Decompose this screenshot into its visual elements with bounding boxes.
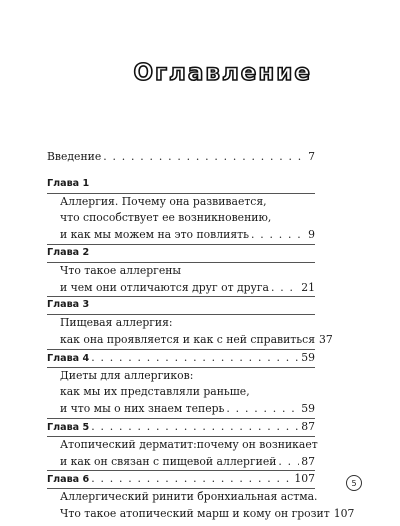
toc-entry-label: и как он связан с пищевой аллергией xyxy=(60,454,277,468)
chapter-label: Глава 6 xyxy=(47,474,90,486)
toc-entry-page: 37 xyxy=(319,332,333,346)
toc-entry-page: 107 xyxy=(333,506,355,520)
page-number-badge: 5 xyxy=(346,475,362,491)
toc-entry-chapter-4[interactable] xyxy=(47,401,315,418)
leader-dots xyxy=(91,350,299,367)
toc-entry-label: Введение xyxy=(47,150,102,163)
toc-entry-page: 7 xyxy=(308,150,315,163)
toc-entry-chapter-6[interactable] xyxy=(47,506,355,523)
leader-dots xyxy=(226,401,299,418)
leader-dots xyxy=(103,149,306,166)
spacer xyxy=(47,166,315,176)
chapter-heading-5[interactable] xyxy=(47,419,315,436)
chapter-heading-3[interactable]: Глава 3 xyxy=(47,299,90,311)
toc-text-line: Что такое аллергены xyxy=(60,263,182,277)
toc-text-line: Атопический дерматит:почему он возникает xyxy=(60,437,318,451)
toc-entry-chapter-1[interactable] xyxy=(47,227,315,244)
table-of-contents xyxy=(47,149,355,523)
leader-dots xyxy=(91,419,299,436)
toc-entry-page: 59 xyxy=(301,350,315,364)
chapter-label: Глава 5 xyxy=(47,421,90,433)
toc-entry-page: 87 xyxy=(301,419,315,433)
toc-entry-label: и как мы можем на это повлиять xyxy=(60,228,249,242)
toc-entry-page: 9 xyxy=(308,228,315,242)
toc-entry-page: 21 xyxy=(301,280,315,294)
toc-entry-chapter-3[interactable] xyxy=(47,332,333,349)
toc-text-line: что способствует ее возникновению, xyxy=(60,211,272,225)
toc-entry-label: и что мы о них знаем теперь xyxy=(60,402,225,416)
toc-entry-label: Что такое атопический марш и кому он грозит xyxy=(60,506,330,520)
chapter-heading-1[interactable]: Глава 1 xyxy=(47,177,90,189)
toc-text-line: Пищевая аллергия: xyxy=(60,316,173,330)
chapter-heading-2[interactable]: Глава 2 xyxy=(47,246,90,258)
toc-entry-intro[interactable] xyxy=(47,149,315,166)
toc-text-line: как мы их представляли раньше, xyxy=(60,385,250,399)
toc-entry-page: 107 xyxy=(294,472,315,486)
chapter-heading-6[interactable] xyxy=(47,471,315,488)
toc-text-line: Аллергический ринити бронхиальная астма. xyxy=(60,490,318,504)
leader-dots xyxy=(271,280,299,297)
toc-text-line: Диеты для аллергиков: xyxy=(60,368,194,382)
leader-dots xyxy=(251,227,306,244)
toc-entry-chapter-2[interactable] xyxy=(47,280,315,297)
toc-text-line: Аллергия. Почему она развивается, xyxy=(60,194,267,208)
chapter-heading-4[interactable] xyxy=(47,350,315,367)
page-title: Оглавление xyxy=(133,60,312,86)
leader-dots xyxy=(91,471,292,488)
chapter-label: Глава 4 xyxy=(47,352,90,364)
leader-dots xyxy=(278,454,299,471)
toc-entry-label: как она проявляется и как с ней справиться xyxy=(60,332,316,346)
toc-entry-chapter-5[interactable] xyxy=(47,454,315,471)
toc-entry-page: 87 xyxy=(301,454,315,468)
toc-entry-label: и чем они отличаются друг от друга xyxy=(60,280,269,294)
toc-entry-page: 59 xyxy=(301,402,315,416)
